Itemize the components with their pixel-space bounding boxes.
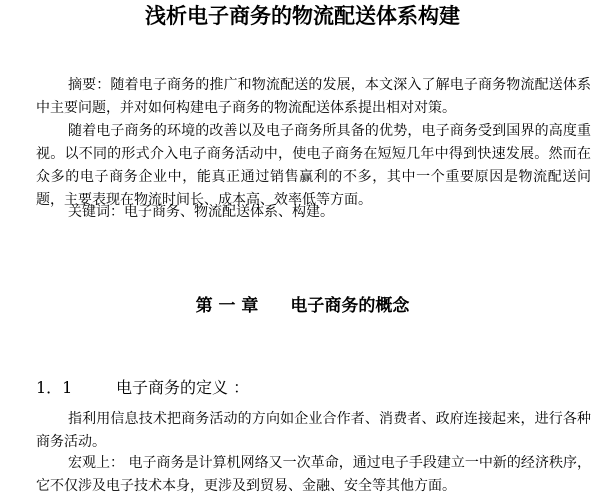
chapter-heading [0, 294, 605, 318]
chapter-title: 电子商务的概念 [290, 296, 410, 316]
keywords-paragraph: 关键词：电子商务、物流配送体系、构建。 [68, 204, 334, 220]
chapter-number: 第 一 章 [195, 296, 259, 316]
macro-paragraph: 宏观上： 电子商务是计算机网络又一次革命，通过电子手段建立一中新的经济秩序，它不仅涉及电子技术本身，更涉及到贸易、金融、安全等其他方面。 [36, 455, 591, 494]
definition-paragraph: 指利用信息技术把商务活动的方向如企业合作者、消费者、政府连接起来，进行各种商务活动。 [36, 411, 591, 450]
section-heading [36, 377, 249, 399]
abstract-paragraph: 摘要：随着电子商务的推广和物流配送的发展，本文深入了解电子商务物流配送体系中主要问题，并对如何构建电子商务的物流配送体系提出相对对策。 [36, 77, 591, 116]
section-title: 电子商务的定义 ： [116, 378, 250, 397]
page-title: 浅析电子商务的物流配送体系构建 [145, 3, 460, 28]
section-number: 1．1 [36, 378, 73, 397]
intro-paragraph: 随着电子商务的环境的改善以及电子商务所具备的优势，电子商务受到国界的高度重视。以不同的形式介入电子商务活动中，使电子商务在短短几年中得到快速发展。然而在众多的电子商务企业中，能真正通过销售赢利的不多，其中一个重要原因是物流配送问题，主要表现在物流时间长、成本高、效率低等方面。 [36, 123, 591, 208]
